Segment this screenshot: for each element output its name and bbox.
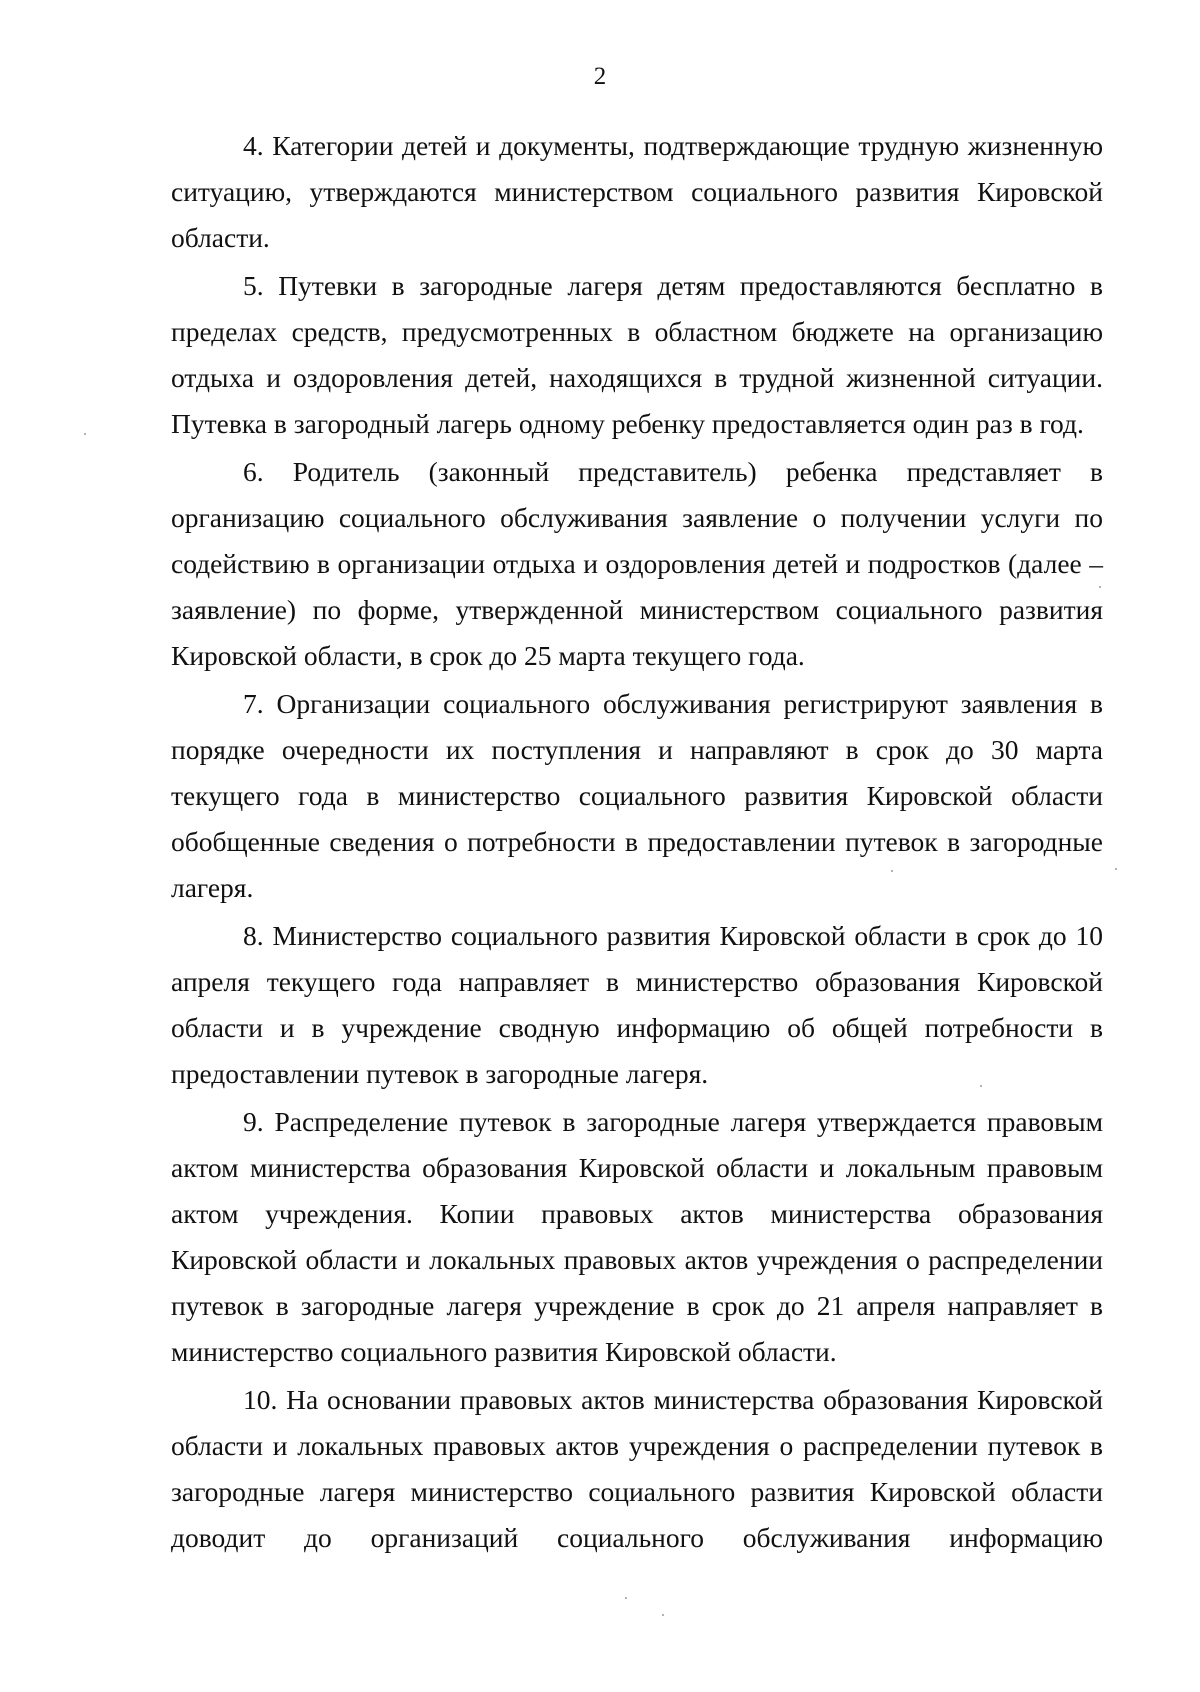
paragraph-9: 9. Распределение путевок в загородные лагеря утверждается правовым актом министерства образования Кировской области и локальным правовым актом учреждения. Копии правовых актов министерства образования Кировской области и локальных правовых актов учреждения о распределении путевок в загородные лагеря учреждение в срок до 21 апреля направляет в министерство социального развития Кировской области. (171, 1106, 1103, 1367)
scan-speck (891, 870, 893, 872)
scan-speck (84, 433, 86, 435)
scan-speck (1099, 586, 1101, 588)
paragraph-10: 10. На основании правовых актов министерства образования Кировской области и локальных правовых актов учреждения о распределении путевок в загородные лагеря министерство социального развития Кировской области доводит до организаций социального обслуживания информацию (171, 1384, 1103, 1553)
page-number: 2 (593, 63, 607, 90)
paragraph-8: 8. Министерство социального развития Кировской области в срок до 10 апреля текущего года направляет в министерство образования Кировской области и в учреждение сводную информацию об общей потребности в предоставлении путевок в загородные лагеря. (171, 920, 1103, 1089)
scan-speck (1115, 868, 1117, 870)
scan-speck (662, 1614, 664, 1616)
scan-speck (980, 1085, 982, 1087)
scan-speck (625, 1597, 627, 1599)
paragraph-5: 5. Путевки в загородные лагеря детям предоставляются бесплатно в пределах средств, предусмотренных в областном бюджете на организацию отдыха и оздоровления детей, находящихся в трудной жизненной ситуации. Путевка в загородный лагерь одному ребенку предоставляется один раз в год. (171, 270, 1103, 439)
paragraph-4: 4. Категории детей и документы, подтверждающие трудную жизненную ситуацию, утверждаются министерством социального развития Кировской области. (171, 130, 1103, 253)
document-body (171, 123, 1103, 1563)
paragraph-7: 7. Организации социального обслуживания регистрируют заявления в порядке очередности их поступления и направляют в срок до 30 марта текущего года в министерство социального развития Кировской области обобщенные сведения о потребности в предоставлении путевок в загородные лагеря. (171, 688, 1103, 903)
paragraph-6: 6. Родитель (законный представитель) ребенка представляет в организацию социального обслуживания заявление о получении услуги по содействию в организации отдыха и оздоровления детей и подростков (далее – заявление) по форме, утвержденной министерством социального развития Кировской области, в срок до 25 марта текущего года. (171, 456, 1103, 671)
